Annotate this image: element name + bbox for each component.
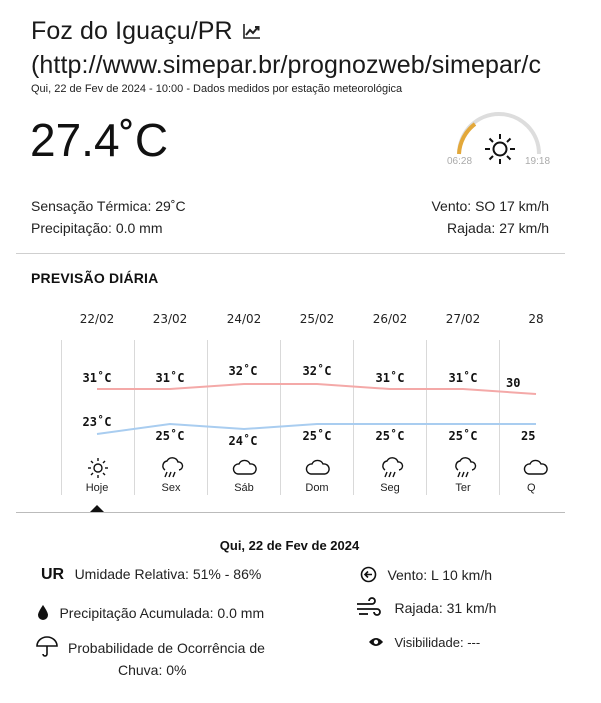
trend-chart-icon[interactable] xyxy=(242,18,262,47)
min-temp-label: 25˚C xyxy=(302,429,332,443)
day-label[interactable]: Sáb xyxy=(234,482,254,494)
selected-day-indicator xyxy=(90,505,104,512)
max-temp-label: 31˚C xyxy=(448,371,478,385)
sunrise-time: 06:28 xyxy=(447,156,473,167)
feels-like: Sensação Térmica: 29˚C xyxy=(31,198,186,214)
visibility-row xyxy=(368,634,480,653)
humidity-row xyxy=(41,566,261,584)
sun-icon xyxy=(483,132,517,171)
detail-gust: Rajada: 31 km/h xyxy=(394,600,497,616)
sun-arc-widget xyxy=(445,110,555,172)
current-precipitation: Precipitação: 0.0 mm xyxy=(31,220,163,236)
humidity-value: Umidade Relativa: 51% - 86% xyxy=(74,566,262,582)
rain-cloud-icon xyxy=(379,455,405,484)
max-temp-label: 31˚C xyxy=(375,371,405,385)
day-label[interactable]: Q xyxy=(527,482,536,494)
day-label[interactable]: Sex xyxy=(161,482,181,494)
measurement-subtitle: Qui, 22 de Fev de 2024 - 10:00 - Dados medidos por estação meteorológica xyxy=(31,83,403,95)
day-date: 24/02 xyxy=(226,312,262,326)
day-label[interactable]: Seg xyxy=(380,482,400,494)
detail-visibility: Visibilidade: --- xyxy=(394,635,481,650)
detail-precip: Precipitação Acumulada: 0.0 mm xyxy=(59,605,265,621)
divider xyxy=(16,512,565,513)
sun-icon xyxy=(87,457,109,484)
rain-probability-line2: Chuva: 0% xyxy=(118,662,187,678)
rain-probability-line1: Probabilidade de Ocorrência de xyxy=(68,640,265,656)
max-temp-label: 31˚C xyxy=(155,371,185,385)
min-temp-label: 25˚C xyxy=(155,429,185,443)
max-temp-label: 30 xyxy=(506,376,521,390)
precip-row xyxy=(37,604,264,625)
detail-wind-row xyxy=(360,566,492,588)
day-date: 26/02 xyxy=(372,312,408,326)
umbrella-icon xyxy=(36,636,58,663)
divider xyxy=(16,253,565,254)
source-link[interactable]: (http://www.simepar.br/prognozweb/simepar/c xyxy=(31,51,542,79)
max-temp-label: 31˚C xyxy=(82,371,112,385)
rain-cloud-icon xyxy=(159,455,185,484)
day-date: 23/02 xyxy=(152,312,188,326)
day-label[interactable]: Dom xyxy=(305,482,329,494)
current-temperature: 27.4˚C xyxy=(30,114,169,166)
day-label[interactable]: Ter xyxy=(455,482,471,494)
daily-forecast-strip[interactable] xyxy=(0,300,544,510)
day-date: 22/02 xyxy=(79,312,115,326)
humidity-abbr: UR xyxy=(41,566,65,583)
cloud-icon xyxy=(306,458,330,481)
drop-icon xyxy=(37,604,49,625)
wind-direction-icon xyxy=(360,566,377,588)
daily-forecast-title: PREVISÃO DIÁRIA xyxy=(31,270,159,286)
day-date: 28 xyxy=(528,312,544,326)
cloud-icon xyxy=(233,458,257,481)
day-date: 27/02 xyxy=(445,312,481,326)
location-name: Foz do Iguaçu/PR xyxy=(31,17,233,45)
detail-date: Qui, 22 de Fev de 2024 xyxy=(219,538,360,553)
sunset-time: 19:18 xyxy=(525,156,551,167)
wind-gust-icon xyxy=(356,599,382,622)
day-label[interactable]: Hoje xyxy=(85,482,109,494)
cloud-icon xyxy=(524,458,548,481)
min-temp-label: 25 xyxy=(521,429,536,443)
max-temp-line xyxy=(97,384,536,394)
current-gust: Rajada: 27 km/h xyxy=(447,220,549,236)
current-wind: Vento: SO 17 km/h xyxy=(431,198,549,214)
location-title xyxy=(31,17,262,47)
detail-gust-row xyxy=(356,599,496,622)
min-temp-label: 24˚C xyxy=(228,434,258,448)
max-temp-label: 32˚C xyxy=(302,364,332,378)
min-temp-label: 25˚C xyxy=(375,429,405,443)
rain-cloud-icon xyxy=(452,455,478,484)
min-temp-label: 23˚C xyxy=(82,415,112,429)
eye-icon xyxy=(368,635,384,653)
min-temp-label: 25˚C xyxy=(448,429,478,443)
day-date: 25/02 xyxy=(299,312,335,326)
detail-wind: Vento: L 10 km/h xyxy=(387,567,493,583)
max-temp-label: 32˚C xyxy=(228,364,258,378)
